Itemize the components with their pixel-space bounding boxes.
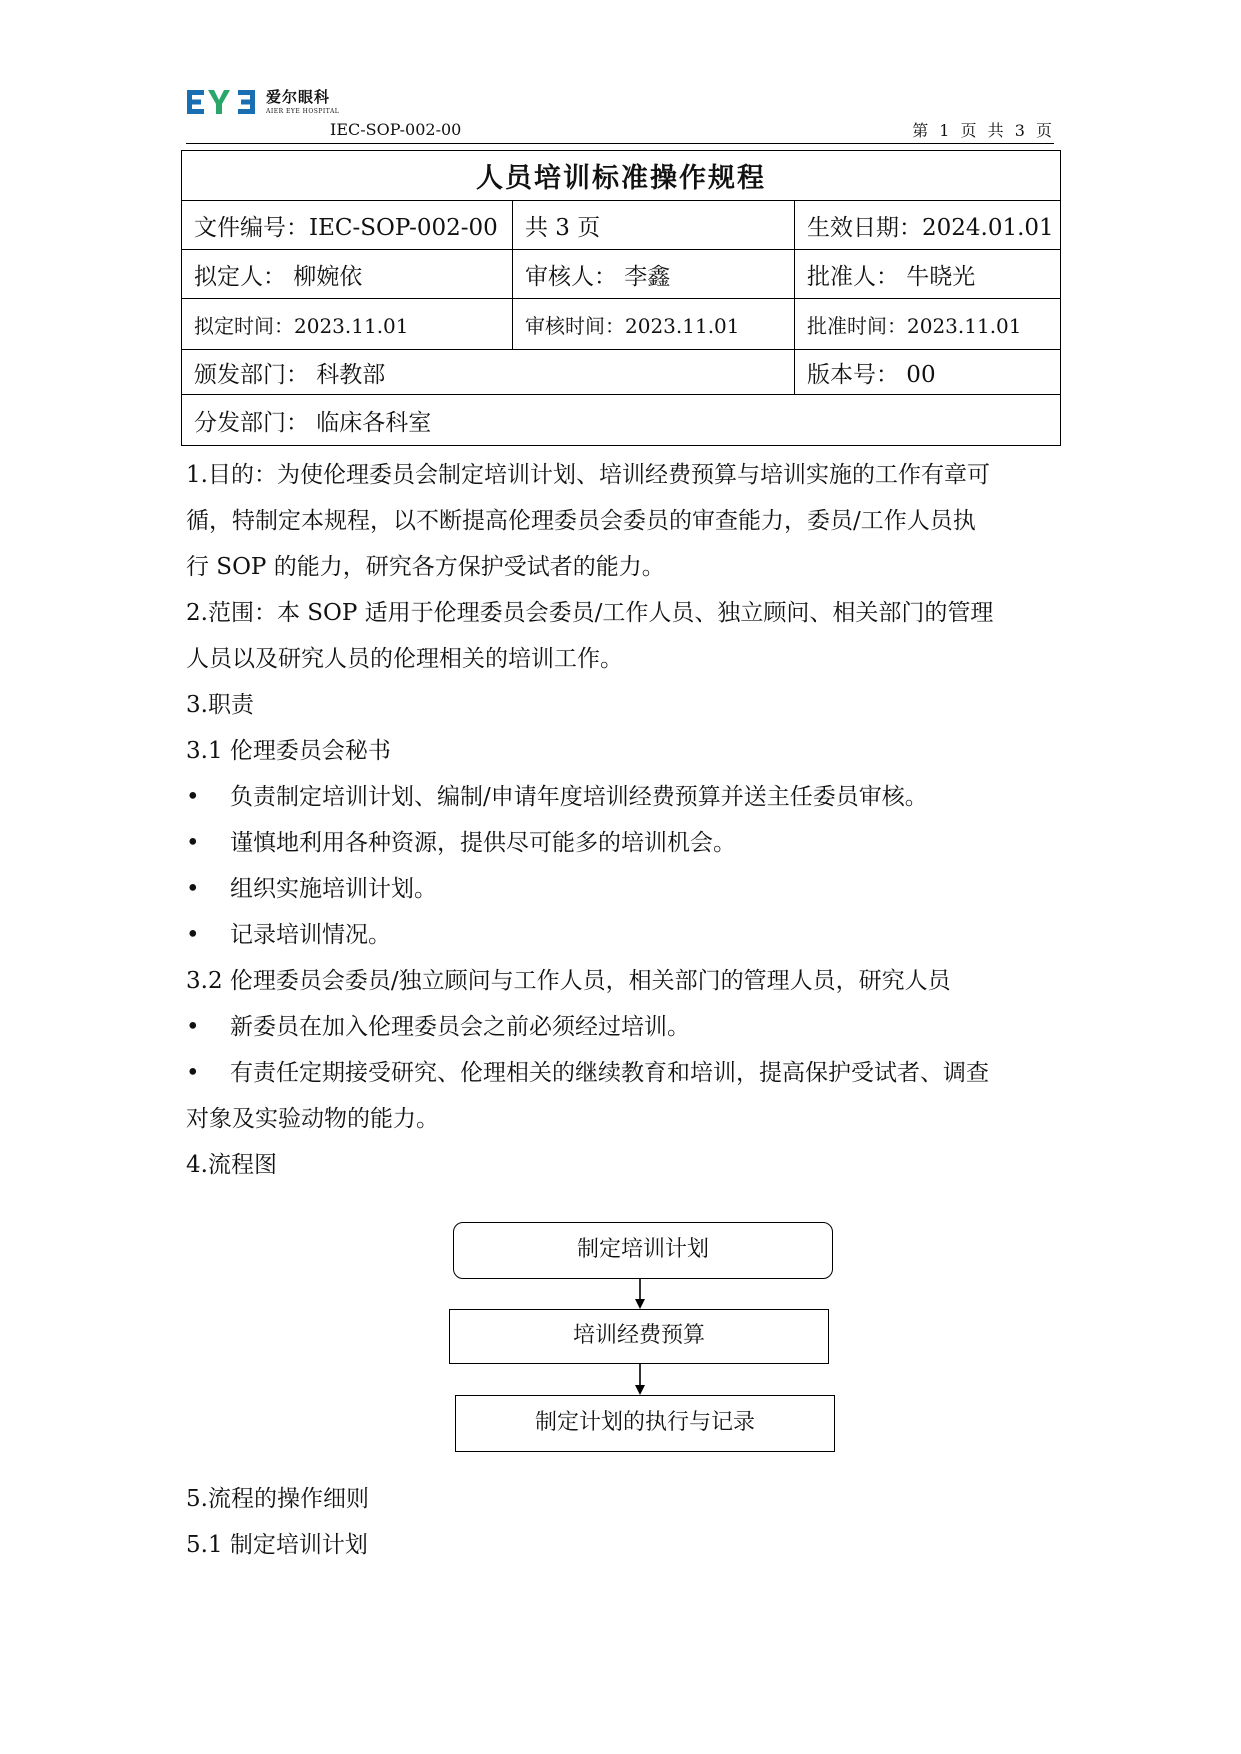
rules-heading: 5.流程的操作细则 [186, 1486, 369, 1512]
duties-secretary-heading: 3.1 伦理委员会秘书 [186, 738, 391, 764]
arrow-down-icon [632, 1279, 648, 1309]
list-item [186, 1004, 1056, 1050]
document-body [186, 452, 1056, 1188]
document-number: 文件编号：IEC-SOP-002-00 [182, 201, 513, 250]
header-divider [186, 143, 1054, 144]
version-number: 版本号： 00 [795, 350, 1061, 395]
bullet-mark: • [186, 876, 200, 902]
purpose-line: 1.目的：为使伦理委员会制定培训计划、培训经费预算与培训实施的工作有章可 [186, 462, 990, 488]
approve-time: 批准时间：2023.11.01 [795, 299, 1061, 350]
document-title: 人员培训标准操作规程 [182, 151, 1061, 201]
document-body-continued [186, 1476, 1056, 1568]
flowchart [440, 1222, 860, 1462]
list-item [186, 820, 1056, 866]
list-item-text: 新委员在加入伦理委员会之前必须经过培训。 [230, 1014, 690, 1040]
bullet-mark: • [186, 1014, 200, 1040]
list-item [186, 866, 1056, 912]
list-item [186, 1050, 1056, 1096]
scope-line: 人员以及研究人员的伦理相关的培训工作。 [186, 646, 623, 672]
arrow-down-icon [632, 1364, 648, 1395]
header-document-code: IEC-SOP-002-00 [330, 120, 462, 139]
header-page-info: 第 1 页 共 3 页 [912, 121, 1055, 140]
list-item [186, 912, 1056, 958]
duties-heading: 3.职责 [186, 692, 254, 718]
bullet-mark: • [186, 922, 200, 948]
reviewer: 审核人： 李鑫 [513, 250, 795, 299]
drafter: 拟定人： 柳婉依 [182, 250, 513, 299]
list-item-text: 组织实施培训计划。 [230, 876, 437, 902]
purpose-line: 循，特制定本规程，以不断提高伦理委员会委员的审查能力，委员/工作人员执 [186, 508, 976, 534]
total-pages: 共 3 页 [513, 201, 795, 250]
list-item-text: 谨慎地利用各种资源，提供尽可能多的培训机会。 [230, 830, 736, 856]
logo-chinese-name: 爱尔眼科 [266, 88, 331, 106]
bullet-mark: • [186, 1060, 200, 1086]
review-time: 审核时间：2023.11.01 [513, 299, 795, 350]
hospital-logo [186, 86, 346, 120]
duties-members-heading: 3.2 伦理委员会委员/独立顾问与工作人员，相关部门的管理人员，研究人员 [186, 968, 951, 994]
issuing-department: 颁发部门： 科教部 [182, 350, 795, 395]
list-item-text: 负责制定培训计划、编制/申请年度培训经费预算并送主任委员审核。 [230, 784, 928, 810]
scope-line: 2.范围：本 SOP 适用于伦理委员会委员/工作人员、独立顾问、相关部门的管理 [186, 600, 994, 626]
flow-step-budget: 培训经费预算 [449, 1309, 829, 1364]
flow-step-plan: 制定培训计划 [453, 1222, 833, 1279]
bullet-mark: • [186, 784, 200, 810]
flow-heading: 4.流程图 [186, 1152, 277, 1178]
purpose-line: 行 SOP 的能力，研究各方保护受试者的能力。 [186, 554, 665, 580]
list-item [186, 774, 1056, 820]
rules-plan-heading: 5.1 制定培训计划 [186, 1532, 368, 1558]
document-info-table [181, 150, 1061, 446]
draft-time: 拟定时间：2023.11.01 [182, 299, 513, 350]
approver: 批准人： 牛晓光 [795, 250, 1061, 299]
list-item-continuation: 对象及实验动物的能力。 [186, 1106, 439, 1132]
logo-english-name: AIER EYE HOSPITAL [266, 108, 340, 115]
bullet-mark: • [186, 830, 200, 856]
effective-date: 生效日期：2024.01.01 [795, 201, 1061, 250]
list-item-text: 有责任定期接受研究、伦理相关的继续教育和培训，提高保护受试者、调查 [230, 1060, 989, 1086]
list-item-text: 记录培训情况。 [230, 922, 391, 948]
flow-step-execute: 制定计划的执行与记录 [455, 1395, 835, 1452]
distribution-department: 分发部门： 临床各科室 [182, 395, 1061, 446]
eye-logo-mark [186, 88, 258, 116]
